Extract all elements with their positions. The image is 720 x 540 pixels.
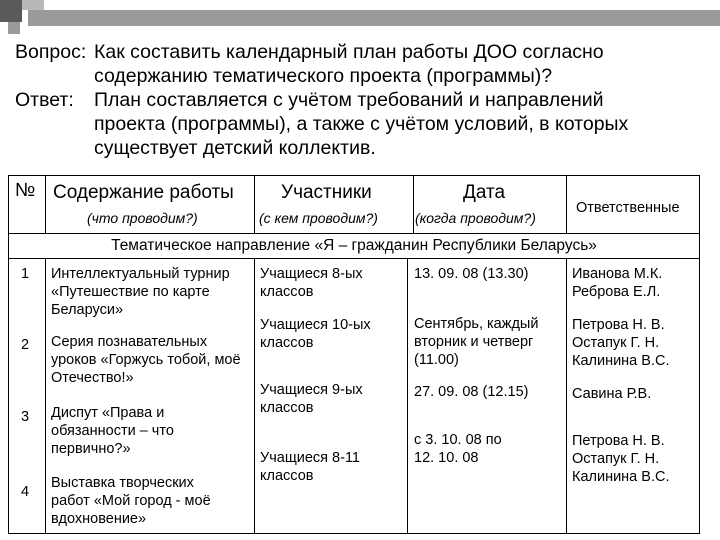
header-participants-sub: (с кем проводим?) — [259, 210, 378, 226]
question — [15, 40, 715, 88]
header-bar — [28, 10, 720, 26]
row-2-num: 2 — [21, 337, 30, 353]
header-responsible: Ответственные — [576, 200, 680, 216]
row-1-num: 1 — [21, 266, 30, 282]
answer — [15, 88, 715, 160]
row-3-content: Диспут «Права и обязанности – что первично?» — [51, 405, 174, 457]
row-1-date: 13. 09. 08 (13.30) — [414, 266, 529, 282]
row-1-content: Интеллектуальный турнир «Путешествие по карте Беларуси» — [51, 266, 230, 318]
theme-title: Тематическое направление «Я – гражданин Республики Беларусь» — [111, 237, 597, 254]
row-4-content: Выставка творческих работ «Мой город - моё вдохновение» — [51, 475, 211, 527]
body-divider — [407, 258, 408, 533]
header-date-sub: (когда проводим?) — [415, 210, 536, 226]
corner-square-light — [22, 0, 44, 10]
question-label: Вопрос: — [15, 41, 87, 63]
row-2-participants: Учащиеся 10-ых классов — [260, 317, 371, 351]
body-divider — [566, 258, 567, 533]
header-content-sub: (что проводим?) — [87, 210, 198, 226]
theme-rule — [9, 258, 699, 259]
row-2-responsible: Петрова Н. В. Остапук Г. Н. Калинина В.С. — [572, 317, 670, 369]
row-1-participants: Учащиеся 8-ых классов — [260, 266, 363, 300]
row-3-participants: Учащиеся 9-ых классов — [260, 382, 363, 416]
header-participants: Участники — [281, 182, 372, 203]
answer-label: Ответ: — [15, 89, 74, 111]
header-date: Дата — [463, 182, 506, 203]
header-divider — [413, 176, 414, 233]
header-content: Содержание работы — [53, 182, 234, 203]
row-4-date: с 3. 10. 08 по 12. 10. 08 — [414, 432, 502, 466]
header-divider — [45, 176, 46, 233]
header-rule — [9, 233, 699, 234]
qa-block — [15, 40, 715, 160]
question-text: Как составить календарный план работы ДОО согласно содержанию тематического проекта (программы)? — [94, 41, 604, 87]
row-3-num: 3 — [21, 409, 30, 425]
row-2-date: Сентябрь, каждый вторник и четверг (11.00) — [414, 316, 539, 368]
row-3-date: 27. 09. 08 (12.15) — [414, 384, 529, 400]
row-1-responsible: Иванова М.К. Реброва Е.Л. — [572, 266, 663, 300]
row-2-content: Серия познавательных уроков «Горжусь тобой, моё Отечество!» — [51, 334, 241, 386]
header-divider — [566, 176, 567, 233]
answer-text: План составляется с учётом требований и направлений проекта (программы), а также с учётом условий, в которых существует детский коллектив. — [94, 89, 629, 159]
plan-table — [8, 175, 700, 534]
corner-square-small — [8, 22, 20, 34]
row-4-responsible: Петрова Н. В. Остапук Г. Н. Калинина В.С. — [572, 433, 670, 485]
header-num: № — [15, 180, 36, 201]
corner-square-dark — [0, 0, 22, 22]
row-3-responsible: Савина Р.В. — [572, 386, 652, 402]
body-divider — [254, 258, 255, 533]
row-4-num: 4 — [21, 484, 30, 500]
body-divider — [45, 258, 46, 533]
row-4-participants: Учащиеся 8-11 классов — [260, 450, 360, 484]
header-divider — [254, 176, 255, 233]
